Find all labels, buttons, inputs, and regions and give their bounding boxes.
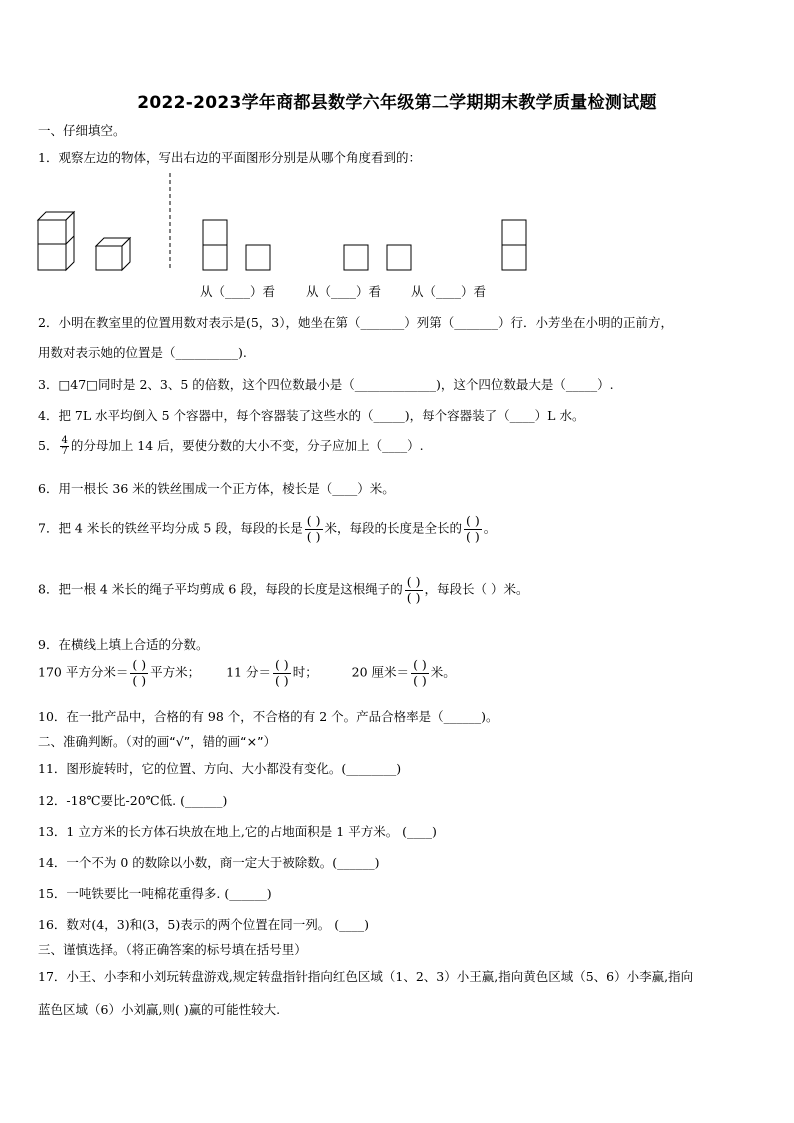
stacked-cubes-drawing (38, 212, 74, 270)
view-1-shape (203, 220, 270, 270)
question-1-figure (0, 168, 794, 308)
q9-c-prefix: 20 厘米＝ (351, 664, 410, 680)
section-heading-3: 三、谨慎选择。（将正确答案的标号填在括号里） (38, 942, 307, 957)
question-7-suffix: 。 (483, 520, 497, 536)
question-8-prefix: 8．把一根 4 米长的绳子平均剪成 6 段，每段的长度是这根绳子的 (38, 581, 403, 597)
q9-a-prefix: 170 平方分米＝ (38, 664, 129, 680)
blank-numerator: ( ) (306, 513, 321, 528)
question-3: 3．□47□同时是 2、3、5 的倍数，这个四位数最小是（_____________)，这个四位数最大是（_____）. (38, 377, 614, 392)
question-8-suffix: ，每段长（ ）米。 (424, 581, 529, 597)
blank-numerator: ( ) (132, 657, 147, 672)
question-5-prefix: 5． (38, 438, 59, 453)
q9-c-fraction-blank (411, 658, 429, 688)
blank-numerator: ( ) (466, 513, 480, 528)
blank-denominator: ( ) (306, 528, 321, 544)
question-17-line-1: 17．小王、小李和小刘玩转盘游戏,规定转盘指针指向红色区域（1、2、3）小王赢,指向黄色区域（5、6）小李赢,指向 (38, 969, 694, 984)
view-1-label: 从（____）看 (200, 284, 276, 299)
view-2-label: 从（____）看 (306, 284, 382, 299)
fraction-denominator: 7 (61, 446, 68, 457)
q9-a-fraction-blank (130, 658, 148, 688)
section-heading-2: 二、准确判断。（对的画“√”，错的画“×”） (38, 734, 277, 749)
single-cube-drawing (96, 238, 130, 270)
question-8 (38, 575, 528, 605)
view-3-shape (502, 220, 526, 270)
question-7-prefix: 7．把 4 米长的铁丝平均分成 5 段，每段的长是 (38, 520, 303, 536)
q9-c-suffix: 米。 (430, 664, 456, 680)
question-7-fraction-blank-2 (464, 514, 482, 544)
question-15: 15．一吨铁要比一吨棉花重得多. (______) (38, 886, 272, 901)
q9-b-suffix: 时； (292, 664, 318, 680)
q9-a-suffix: 平方米； (150, 664, 201, 680)
blank-denominator: ( ) (132, 672, 147, 688)
question-13: 13．1 立方米的长方体石块放在地上,它的占地面积是 1 平方米。 (____) (38, 824, 437, 839)
question-5 (38, 436, 424, 457)
fraction-four-sevenths (60, 436, 68, 457)
blank-denominator: ( ) (274, 672, 289, 688)
blank-denominator: ( ) (466, 528, 480, 544)
question-9-items (38, 658, 456, 688)
question-1-text: 1．观察左边的物体，写出右边的平面图形分别是从哪个角度看到的： (38, 150, 421, 165)
q9-b-prefix: 11 分＝ (226, 664, 271, 680)
question-5-suffix: 的分母加上 14 后，要使分数的大小不变，分子应加上（____）. (70, 438, 424, 453)
question-14: 14．一个不为 0 的数除以小数，商一定大于被除数。(______) (38, 855, 380, 870)
blank-denominator: ( ) (406, 589, 421, 605)
blank-denominator: ( ) (413, 672, 427, 688)
question-17-line-2: 蓝色区域（6）小刘赢,则( )赢的可能性较大. (38, 1002, 281, 1017)
question-7-fraction-blank-1 (305, 514, 323, 544)
view-3-label: 从（____）看 (411, 284, 487, 299)
q9-b-fraction-blank (273, 658, 291, 688)
question-12: 12．-18℃要比-20℃低. (______) (38, 793, 228, 808)
view-2-shape (344, 245, 411, 270)
page-title: 2022-2023学年商都县数学六年级第二学期期末教学质量检测试题 (137, 93, 657, 113)
question-11: 11．图形旋转时，它的位置、方向、大小都没有变化。(________) (38, 761, 402, 776)
question-2-line-2: 用数对表示她的位置是（__________). (38, 345, 247, 360)
section-heading-1: 一、仔细填空。 (38, 123, 126, 138)
question-10: 10．在一批产品中，合格的有 98 个，不合格的有 2 个。产品合格率是（______)。 (38, 709, 499, 724)
question-6: 6．用一根长 36 米的铁丝围成一个正方体，棱长是（____）米。 (38, 481, 395, 496)
question-7-middle: 米，每段的长度是全长的 (324, 520, 463, 536)
question-8-fraction-blank (405, 575, 423, 605)
blank-numerator: ( ) (413, 657, 427, 672)
question-9-text: 9．在横线上填上合适的分数。 (38, 637, 209, 652)
blank-numerator: ( ) (274, 657, 289, 672)
question-2-line-1: 2．小明在教室里的位置用数对表示是(5，3），她坐在第（_______）列第（_______）行．小芳坐在小明的正前方， (38, 315, 673, 330)
question-7 (38, 514, 496, 544)
question-4: 4．把 7L 水平均倒入 5 个容器中，每个容器装了这些水的（_____)，每个容器装了（____）L 水。 (38, 408, 585, 423)
fraction-numerator: 4 (61, 435, 68, 446)
blank-numerator: ( ) (406, 574, 421, 589)
question-16: 16．数对(4，3)和(3，5)表示的两个位置在同一列。 (____) (38, 917, 369, 932)
